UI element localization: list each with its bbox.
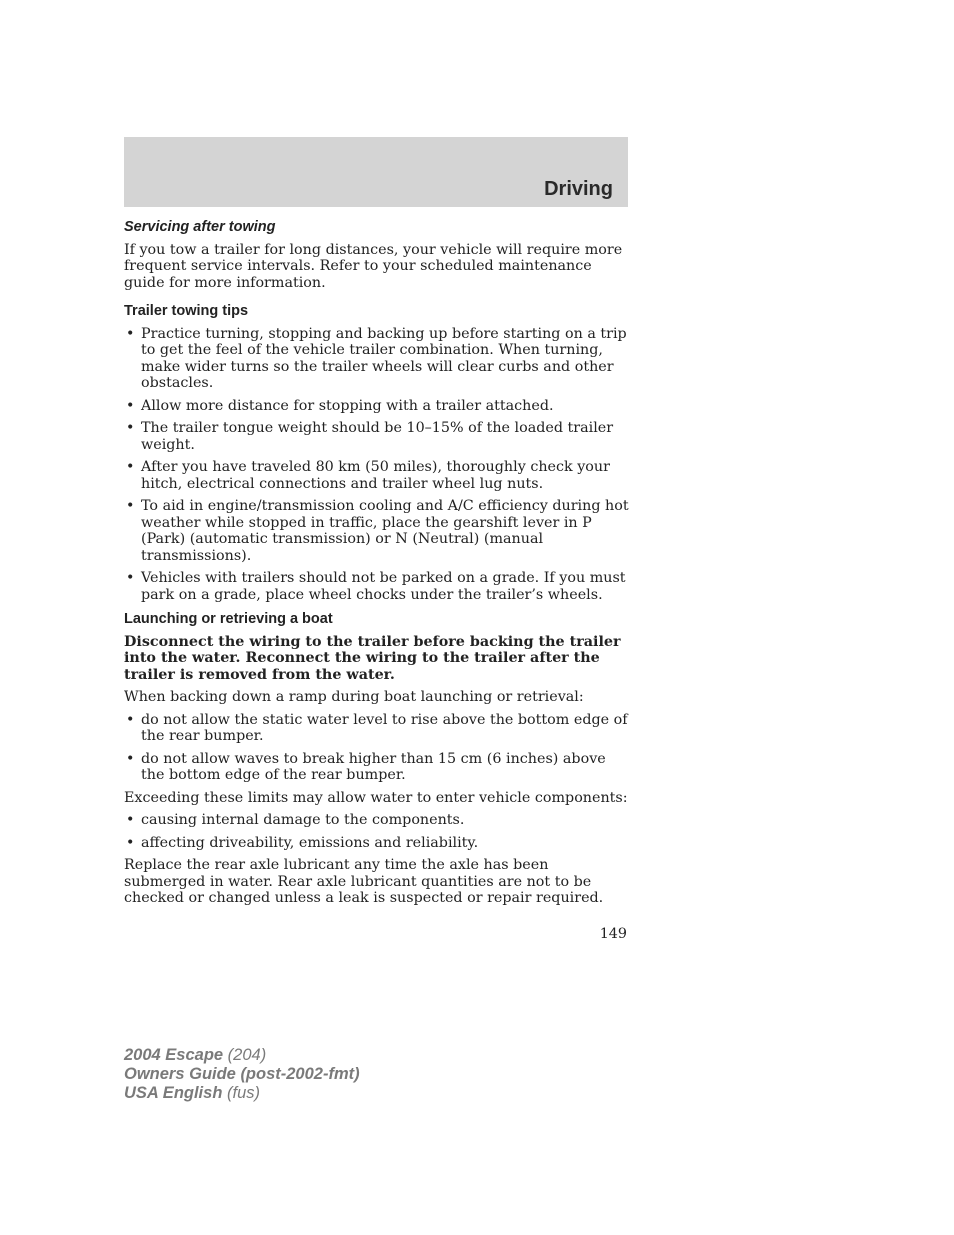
warning-text: Disconnect the wiring to the trailer before backing the trailer into the water. Reconnect the wiring to the trailer after the trailer is removed from the water. (124, 633, 621, 683)
bullet-icon: • (126, 570, 135, 586)
bullet-icon: • (126, 498, 135, 514)
servicing-paragraph: If you tow a trailer for long distances, your vehicle will require more frequent service intervals. Refer to your scheduled maintenance guide for more information. (124, 241, 623, 291)
bullet-icon: • (126, 325, 135, 342)
bullet-icon: • (126, 834, 135, 851)
page-content (124, 219, 630, 913)
list-item: • Practice turning, stopping and backing up before starting on a trip to get the feel of the vehicle trailer combination. When turning, make wider turns so the trailer wheels will clear curbs and other obstacles. (126, 325, 627, 391)
tips-list (124, 326, 630, 604)
list-item: • do not allow waves to break higher than 15 cm (6 inches) above the bottom edge of the rear bumper. (126, 750, 606, 783)
footer-line-3: USA English (fus) (124, 1084, 260, 1102)
list-item: • To aid in engine/transmission cooling and A/C efficiency during hot weather while stopped in traffic, place the gearshift lever in P (Park) (automatic transmission) or N (Neutral) (manual transmissions). (126, 498, 629, 564)
bullet-icon: • (126, 397, 135, 414)
heading-servicing-after-towing: Servicing after towing (124, 219, 276, 235)
bullet-icon: • (126, 750, 135, 767)
closing-paragraph: Replace the rear axle lubricant any time the axle has been submerged in water. Rear axle lubricant quantities are not to be checked or changed unless a leak is suspected or repair required. (124, 857, 604, 906)
page-number: 149 (599, 926, 627, 942)
section-header-band (124, 137, 628, 207)
section-title: Driving (544, 178, 613, 200)
exceeding-text: Exceeding these limits may allow water to enter vehicle components: (124, 789, 628, 806)
footer-line-2: Owners Guide (post-2002-fmt) (124, 1065, 360, 1083)
limits-list (124, 712, 630, 784)
footer-line-1: 2004 Escape (204) (124, 1046, 267, 1064)
list-item: • The trailer tongue weight should be 10–15% of the loaded trailer weight. (126, 420, 614, 453)
heading-launching-boat: Launching or retrieving a boat (124, 611, 333, 627)
list-item: • causing internal damage to the components. (126, 812, 465, 828)
list-item: • Vehicles with trailers should not be parked on a grade. If you must park on a grade, place wheel chocks under the trailer’s wheels. (126, 570, 626, 603)
boat-intro: When backing down a ramp during boat launching or retrieval: (124, 689, 584, 705)
heading-trailer-towing-tips: Trailer towing tips (124, 303, 249, 319)
list-item: • Allow more distance for stopping with a trailer attached. (126, 397, 554, 414)
effects-list (124, 812, 630, 851)
list-item: • After you have traveled 80 km (50 miles), thoroughly check your hitch, electrical connections and trailer wheel lug nuts. (126, 459, 610, 492)
footer-info (124, 1046, 360, 1103)
bullet-icon: • (126, 459, 135, 475)
bullet-icon: • (126, 420, 135, 436)
list-item: • do not allow the static water level to rise above the bottom edge of the rear bumper. (126, 711, 628, 744)
bullet-icon: • (126, 711, 135, 728)
list-item: • affecting driveability, emissions and reliability. (126, 834, 479, 851)
bullet-icon: • (126, 812, 135, 828)
